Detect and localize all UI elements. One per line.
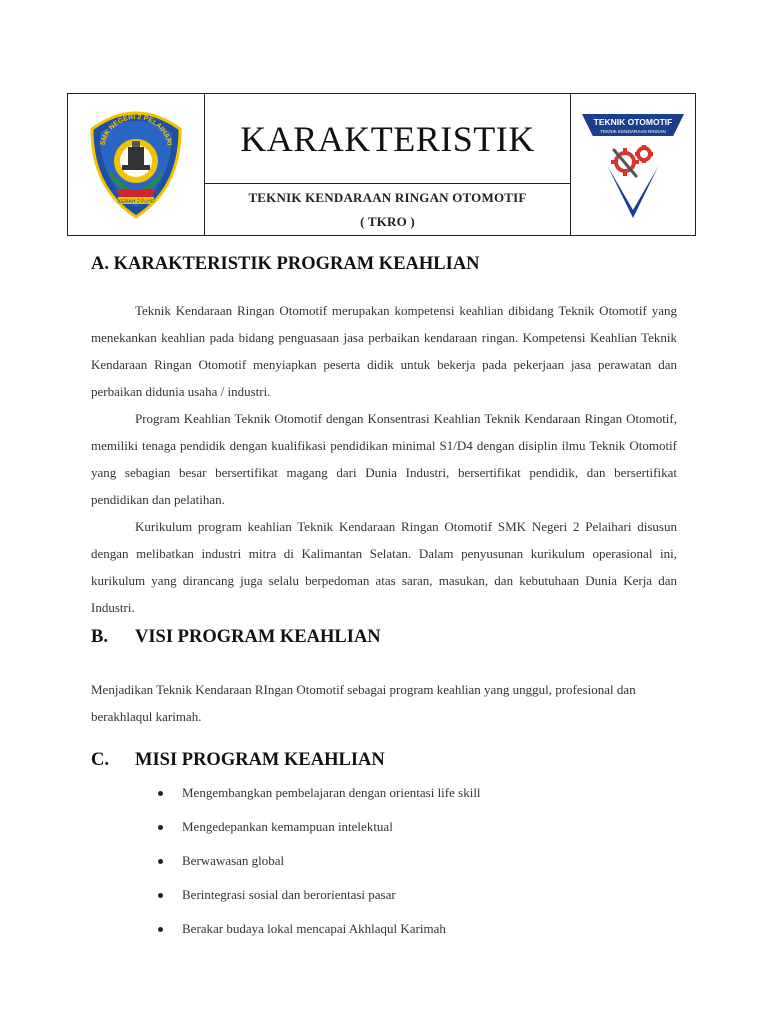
program-logo-line1: TEKNIK OTOMOTIF xyxy=(593,116,673,127)
section-c-heading xyxy=(91,750,385,771)
mission-list xyxy=(158,781,481,951)
bullet-icon xyxy=(158,791,163,796)
program-logo-line2: TEKNIK KENDARAAN RINGAN xyxy=(600,128,666,134)
mission-item-text: Berintegrasi sosial dan berorientasi pasar xyxy=(182,887,396,902)
list-item xyxy=(158,849,481,883)
subtitle-program-name: TEKNIK KENDARAAN RINGAN OTOMOTIF xyxy=(248,189,527,205)
document-subtitle xyxy=(205,184,570,235)
automotive-gear-emblem-icon xyxy=(580,110,686,220)
bullet-icon xyxy=(158,859,163,864)
section-a-paragraph-1: Teknik Kendaraan Ringan Otomotif merupakan kompetensi keahlian dibidang Teknik Otomotif yang menekankan keahlian pada bidang penguasaan jasa perbaikan kendaraan ringan. Kompetensi Keahlian Teknik Kendaraan Ringan Otomotif menyiapkan peserta didik untuk bekerja pada pekerjaan jasa perawatan dan perbaikan didunia usaha / industri. xyxy=(91,303,677,399)
program-logo xyxy=(571,94,695,235)
mission-item-text: Berwawasan global xyxy=(182,853,285,868)
title-column xyxy=(205,94,571,235)
mission-item-text: Mengembangkan pembelajaran dengan orientasi life skill xyxy=(182,785,481,800)
emblem-top-text: SMK NEGERI 2 PELAIHARI xyxy=(99,113,173,146)
list-item xyxy=(158,815,481,849)
bullet-icon xyxy=(158,927,163,932)
section-b-letter: B. xyxy=(91,627,108,647)
header-table xyxy=(67,93,696,236)
list-item xyxy=(158,883,481,917)
list-item xyxy=(158,781,481,815)
section-b-heading xyxy=(91,627,381,648)
subtitle-abbreviation: ( TKRO ) xyxy=(360,213,415,229)
section-b-title: VISI PROGRAM KEAHLIAN xyxy=(135,627,381,647)
section-a-paragraph-3: Kurikulum program keahlian Teknik Kendaraan Ringan Otomotif SMK Negeri 2 Pelaihari disusun dengan melibatkan industri mitra di Kalimantan Selatan. Dalam penyusunan kurikulum operasional ini, kurikulum yang dirancang juga selalu berpedoman atas saran, masukan, dan kebutuhaan Dunia Kerja dan Industri. xyxy=(91,519,677,615)
bullet-icon xyxy=(158,825,163,830)
school-emblem-icon xyxy=(86,109,186,221)
mission-item-text: Mengedepankan kemampuan intelektual xyxy=(182,819,393,834)
school-logo xyxy=(68,94,205,235)
section-c-title: MISI PROGRAM KEAHLIAN xyxy=(135,750,385,770)
bullet-icon xyxy=(158,893,163,898)
mission-item-text: Berakar budaya lokal mencapai Akhlaqul Karimah xyxy=(182,921,446,936)
section-c-letter: C. xyxy=(91,750,109,770)
document-title: KARAKTERISTIK xyxy=(205,94,570,184)
section-a-heading: A. KARAKTERISTIK PROGRAM KEAHLIAN xyxy=(91,254,480,274)
section-a-paragraph-2: Program Keahlian Teknik Otomotif dengan Konsentrasi Keahlian Teknik Kendaraan Ringan Otomotif, memiliki tenaga pendidik dengan kualifikasi pendidikan minimal S1/D4 dengan disiplin ilmu Teknik Otomotif yang sebagian besar bersertifikat magang dari Dunia Industri, bersertifikat pendidik, dan bersertifikat pendidikan dan pelatihan. xyxy=(91,411,677,507)
list-item xyxy=(158,917,481,951)
emblem-bottom-text: KEMAH 2 PLHR xyxy=(117,198,155,205)
vision-statement: Menjadikan Teknik Kendaraan RIngan Otomotif sebagai program keahlian yang unggul, profesional dan berakhlaqul karimah. xyxy=(91,682,636,724)
